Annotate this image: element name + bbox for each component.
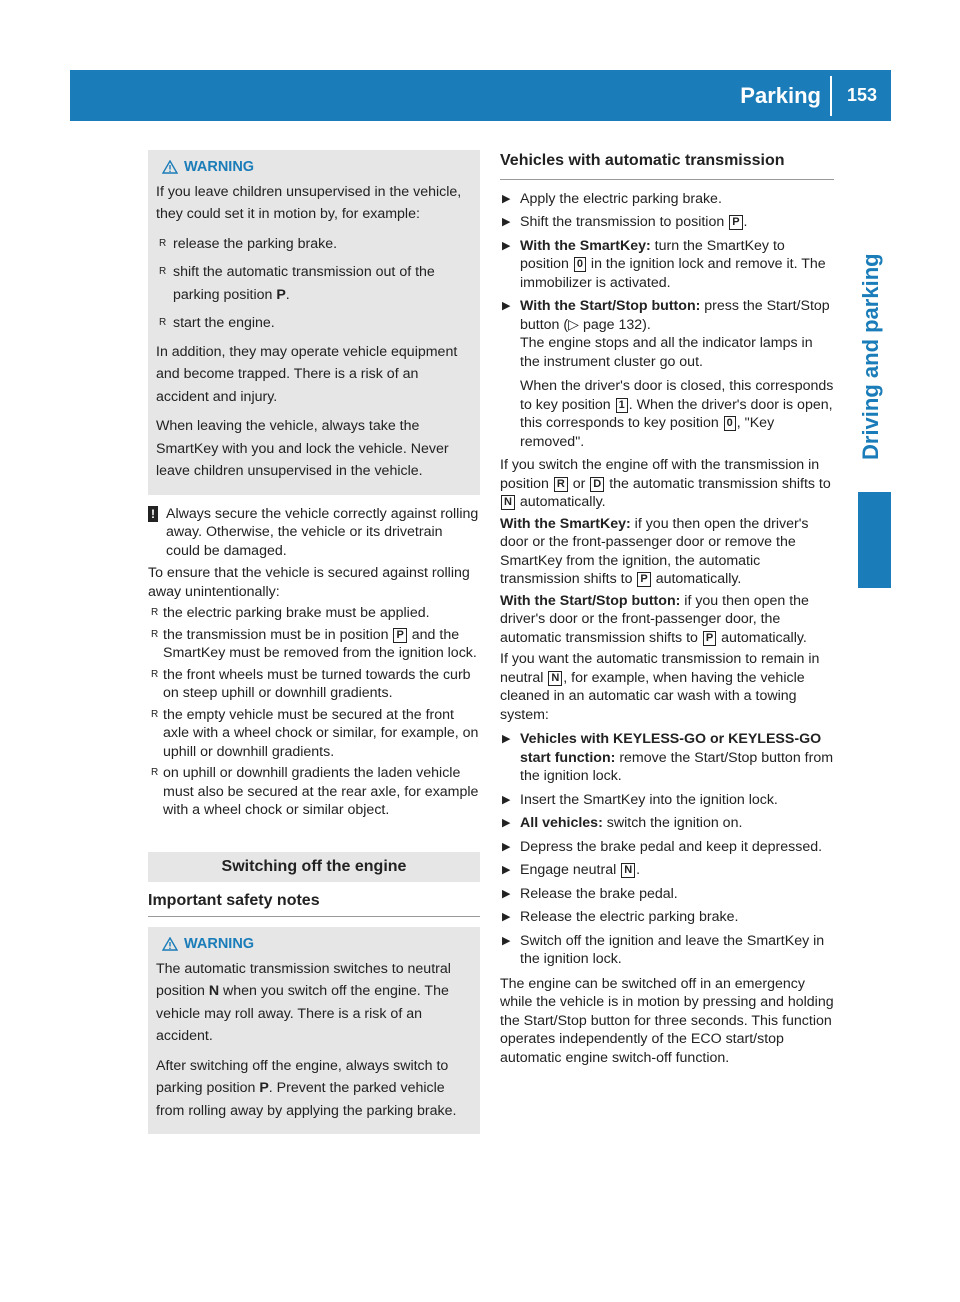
header-bar	[70, 70, 891, 121]
left-body	[148, 505, 480, 918]
gear-key-p: P	[393, 628, 406, 643]
right-column	[500, 150, 834, 1070]
arrow-step-icon: ▶	[502, 239, 511, 252]
step: ▶ Apply the electric parking brake.	[502, 190, 722, 207]
bullet-r-icon: R	[151, 607, 159, 618]
notice	[148, 505, 480, 561]
warning-title: WARNING	[184, 936, 255, 952]
warning-intro: If you leave children unsupervised in the vehicle, they could set it in motion by, for example:	[156, 183, 462, 222]
chapter-label: Driving and parking	[858, 253, 883, 460]
bullet-r-icon: R	[151, 628, 159, 640]
arrow-step-icon: ▶	[502, 887, 511, 900]
step: ▶ All vehicles: switch the ignition on.	[502, 815, 743, 831]
step: ▶ Switch off the ignition and leave the SmartKey in the ignition lock.	[502, 932, 825, 967]
arrow-step-icon: ▶	[502, 733, 511, 745]
step: ▶ Vehicles with KEYLESS-GO or KEYLESS-GO start function: remove the Start/Stop button from the ignition lock.	[502, 731, 834, 784]
exclamation-icon: !	[148, 506, 158, 522]
bullet-r-icon: R	[159, 266, 167, 277]
step: ▶ With the SmartKey: turn the SmartKey to position 0 in the ignition lock and remove it. The immobilizer is activated.	[502, 237, 826, 291]
list-item: R on uphill or downhill gradients the laden vehicle must also be secured at the rear axle, for example with a wheel chock or similar object.	[151, 765, 479, 818]
gear-key-n: N	[501, 495, 515, 510]
paragraph: If you want the automatic transmission to remain in neutral N , for example, when having the vehicle cleaned in an automatic car wash with a towing system:	[500, 651, 820, 723]
gear-key-n: N	[621, 863, 635, 878]
left-column	[148, 150, 480, 1134]
notice-text: Always secure the vehicle correctly against rolling away. Otherwise, the vehicle or its drivetrain could be damaged.	[166, 505, 479, 559]
arrow-step-icon: ▶	[502, 793, 511, 806]
bullet-r-icon: R	[151, 708, 159, 720]
arrow-step-icon: ▶	[502, 216, 511, 228]
arrow-step-icon: ▶	[502, 934, 511, 947]
page-number: 153	[846, 85, 877, 105]
paragraph: The engine can be switched off in an emergency while the vehicle is in motion by pressing and holding the Start/Stop button for three seconds. This function operates independently of the ECO start/stop automatic engine switch-off function.	[500, 975, 834, 1066]
bullet-r-icon: R	[159, 237, 167, 249]
warning-list	[156, 233, 472, 335]
key-position-0: 0	[574, 257, 586, 272]
page-reference-link[interactable]: ▷ page 132	[568, 316, 643, 333]
warning-paragraph: When leaving the vehicle, always take the SmartKey with you and lock the vehicle. Never leave children unsupervised in the vehicle.	[156, 418, 449, 479]
arrow-step-icon: ▶	[502, 817, 511, 829]
arrow-step-icon: ▶	[502, 911, 511, 923]
warning-triangle-icon	[162, 937, 178, 951]
warning-heading	[156, 156, 472, 179]
warning-paragraph: In addition, they may operate vehicle equipment and become trapped. There is a risk of an accident and injury.	[156, 343, 458, 405]
warning-box-children	[148, 150, 480, 495]
gear-key-d: D	[590, 477, 604, 492]
step: ▶ Release the electric parking brake.	[502, 909, 739, 925]
list-item: R shift the automatic transmission out of the parking position P.	[156, 261, 472, 306]
gear-key-p: P	[729, 215, 742, 230]
warning-box-engine	[148, 927, 480, 1134]
warning-title: WARNING	[184, 159, 255, 175]
chapter-tab	[858, 492, 891, 588]
step: ▶ Insert the SmartKey into the ignition lock.	[502, 791, 778, 808]
arrow-step-icon: ▶	[502, 864, 511, 876]
key-position-1: 1	[616, 398, 628, 413]
warning-triangle-icon	[162, 160, 178, 174]
bullet-r-icon: R	[151, 668, 159, 680]
bullet-r-icon: R	[159, 317, 167, 328]
key-position-0: 0	[724, 416, 736, 431]
paragraph: To ensure that the vehicle is secured against rolling away unintentionally:	[148, 565, 470, 600]
gear-key-p: P	[637, 572, 650, 587]
list-item: R the empty vehicle must be secured at the front axle with a wheel chock or similar, for example, on uphill or downhill gradients.	[151, 706, 479, 760]
step: ▶ Depress the brake pedal and keep it depressed.	[502, 838, 823, 855]
step: ▶ Engage neutral N .	[502, 862, 641, 878]
gear-key-n: N	[548, 671, 562, 686]
step: ▶ Shift the transmission to position P .	[502, 214, 748, 230]
warning-heading	[156, 933, 472, 956]
paragraph: With the Start/Stop button: if you then open the driver's door or the front-passenger door, the automatic transmission shifts to P automatically.	[500, 592, 809, 646]
header-divider	[830, 76, 832, 116]
warning-paragraph: The automatic transmission switches to neutral position N when you switch off the engine. The vehicle may roll away. There is a risk of an accident.	[156, 960, 451, 1044]
arrow-step-icon: ▶	[502, 192, 511, 205]
subsection-heading: Important safety notes	[148, 892, 480, 918]
step-note: When the driver's door is closed, this corresponds to key position 1 . When the driver's door is open, this corresponds to key position 0 , "Key removed".	[520, 378, 834, 450]
list-item: R the transmission must be in position P and the SmartKey must be removed from the ignition lock.	[151, 626, 477, 661]
gear-key-r: R	[554, 477, 568, 492]
step: ▶ With the Start/Stop button: press the Start/Stop button (▷ page 132). The engine stops and all the indicator lamps in the instrument cluster go out. When the driver's door is closed, this corresponds to key position 1 . When the driver's door is open, this corresponds to key position 0 , "Key removed".	[502, 298, 834, 450]
step: ▶ Release the brake pedal.	[502, 885, 678, 902]
paragraph: With the SmartKey: if you then open the driver's door or the front-passenger door or remove the SmartKey from the ignition, the automatic transmission shifts to P automatically.	[500, 515, 809, 587]
paragraph: If you switch the engine off with the transmission in position R or D the automatic transmission shifts to N automatically.	[500, 457, 831, 510]
bullet-r-icon: R	[151, 767, 159, 778]
gear-key-p: P	[703, 631, 716, 646]
arrow-step-icon: ▶	[502, 840, 511, 853]
section-heading: Switching off the engine	[148, 852, 480, 882]
list-item: R release the parking brake.	[156, 233, 472, 256]
section-title: Parking	[740, 83, 821, 108]
arrow-step-icon: ▶	[502, 300, 511, 312]
subsection-heading: Vehicles with automatic transmission	[500, 152, 834, 180]
warning-paragraph: After switching off the engine, always switch to parking position P. Prevent the parked vehicle from rolling away by applying the parking brake.	[156, 1057, 457, 1119]
requirements-list	[148, 604, 480, 820]
list-item: R the electric parking brake must be applied.	[151, 605, 430, 621]
list-item: R start the engine.	[156, 312, 472, 335]
list-item: R the front wheels must be turned towards the curb on steep uphill or downhill gradients.	[151, 666, 471, 701]
